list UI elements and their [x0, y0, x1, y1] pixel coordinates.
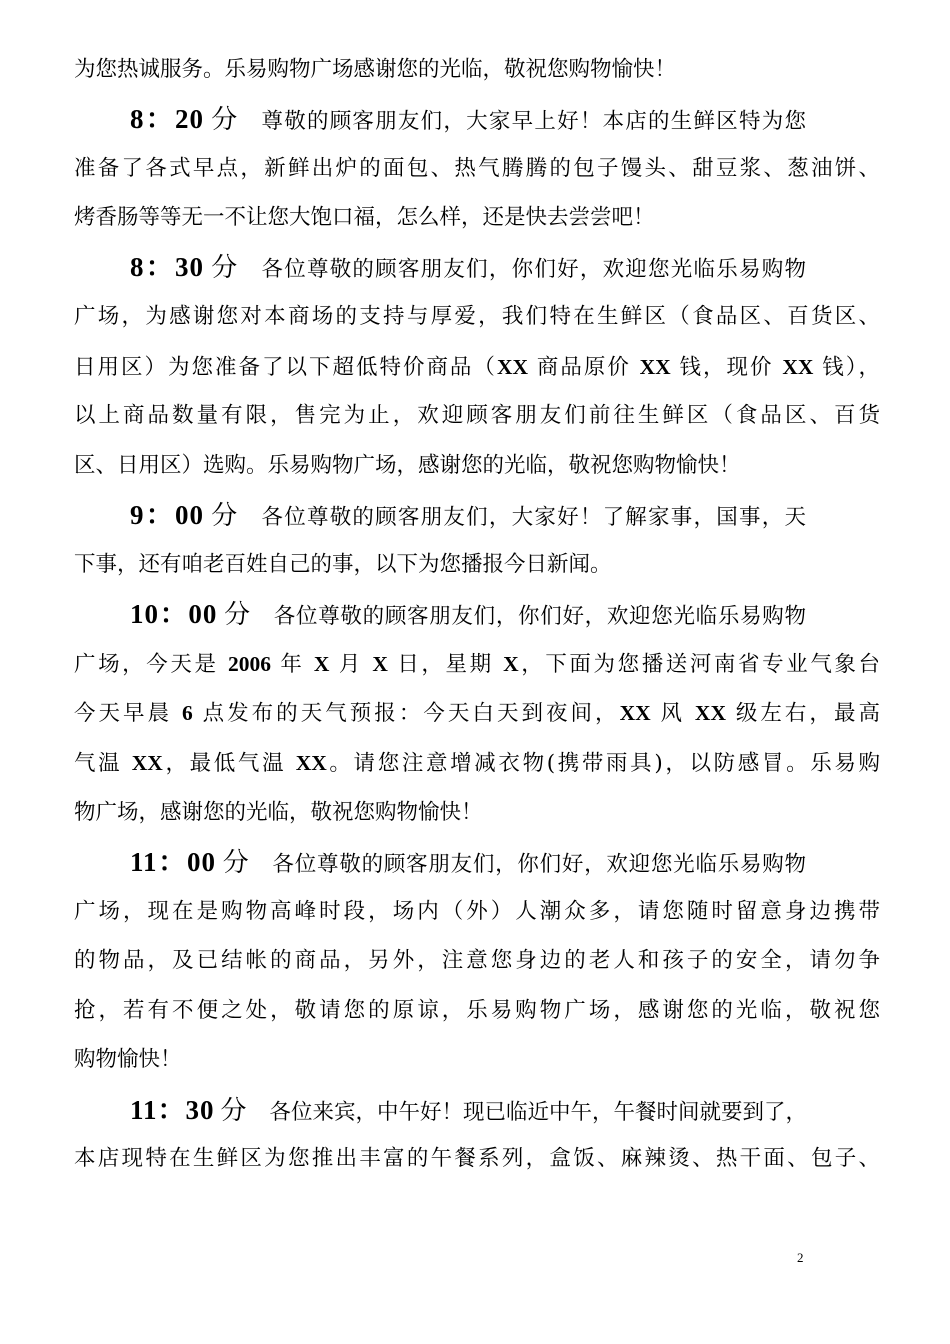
- paragraph-line: 下事，还有咱老百姓自己的事，以下为您播报今日新闻。: [74, 552, 612, 577]
- paragraph-line: 各位尊敬的顾客朋友们，大家好！了解家事，国事，天: [261, 505, 806, 530]
- paragraph-line: 区、日用区）选购。乐易购物广场，感谢您的光临，敬祝您购物愉快！: [74, 453, 741, 478]
- schedule-entry-heading: [130, 847, 806, 880]
- page-number: 2: [797, 1250, 804, 1265]
- paragraph-line: 烤香肠等等无一不让您大饱口福，怎么样，还是快去尝尝吧！: [74, 205, 655, 230]
- paragraph-line: 购物愉快！: [74, 1047, 182, 1072]
- paragraph-line: 气温 XX，最低气温 XX。请您注意增减衣物(携带雨具)，以防感冒。乐易购: [74, 751, 881, 776]
- paragraph-line: 广场，今天是 2006 年 X 月 X 日，星期 X，下面为您播送河南省专业气象台: [74, 652, 880, 677]
- paragraph-line: 广场，现在是购物高峰时段，场内（外）人潮众多，请您随时留意身边携带: [74, 899, 880, 924]
- paragraph-line: 抢，若有不便之处，敬请您的原谅，乐易购物广场，感谢您的光临，敬祝您: [74, 998, 880, 1023]
- time-label: 11：00 分: [130, 847, 251, 877]
- paragraph-line: 以上商品数量有限，售完为止，欢迎顾客朋友们前往生鲜区（食品区、百货: [74, 403, 880, 428]
- paragraph-line: 各位尊敬的顾客朋友们，你们好，欢迎您光临乐易购物: [272, 852, 806, 877]
- paragraph-line: 日用区）为您准备了以下超低特价商品（XX 商品原价 XX 钱，现价 XX 钱），: [74, 355, 881, 380]
- paragraph-line: 尊敬的顾客朋友们，大家早上好！本店的生鲜区特为您: [261, 109, 806, 134]
- paragraph-line: 各位尊敬的顾客朋友们，你们好，欢迎您光临乐易购物: [273, 604, 806, 629]
- paragraph-line: 物广场，感谢您的光临，敬祝您购物愉快！: [74, 800, 483, 825]
- schedule-entry-heading: [130, 1095, 806, 1128]
- time-label: 9：00 分: [130, 500, 240, 530]
- schedule-entry-heading: [130, 500, 806, 533]
- time-label: 8：20 分: [130, 104, 240, 134]
- paragraph-line: 为您热诚服务。乐易购物广场感谢您的光临，敬祝您购物愉快！: [74, 57, 677, 82]
- time-label: 8：30 分: [130, 252, 240, 282]
- paragraph-line: 的物品，及已结帐的商品，另外，注意您身边的老人和孩子的安全，请勿争: [74, 948, 880, 973]
- paragraph-line: 广场，为感谢您对本商场的支持与厚爱，我们特在生鲜区（食品区、百货区、: [74, 304, 880, 329]
- paragraph-line: 各位尊敬的顾客朋友们，你们好，欢迎您光临乐易购物: [261, 257, 806, 282]
- schedule-entry-heading: [130, 252, 806, 285]
- paragraph-line: 本店现特在生鲜区为您推出丰富的午餐系列，盒饭、麻辣烫、热干面、包子、: [74, 1146, 880, 1171]
- paragraph-line: 各位来宾，中午好！现已临近中午，午餐时间就要到了，: [269, 1100, 808, 1125]
- paragraph-line: 准备了各式早点，新鲜出炉的面包、热气腾腾的包子馒头、甜豆浆、葱油饼、: [74, 156, 880, 181]
- paragraph-line: 今天早晨 6 点发布的天气预报：今天白天到夜间，XX 风 XX 级左右，最高: [74, 701, 880, 726]
- time-label: 10：00 分: [130, 599, 252, 629]
- schedule-entry-heading: [130, 599, 806, 632]
- schedule-entry-heading: [130, 104, 806, 137]
- time-label: 11：30 分: [130, 1095, 248, 1125]
